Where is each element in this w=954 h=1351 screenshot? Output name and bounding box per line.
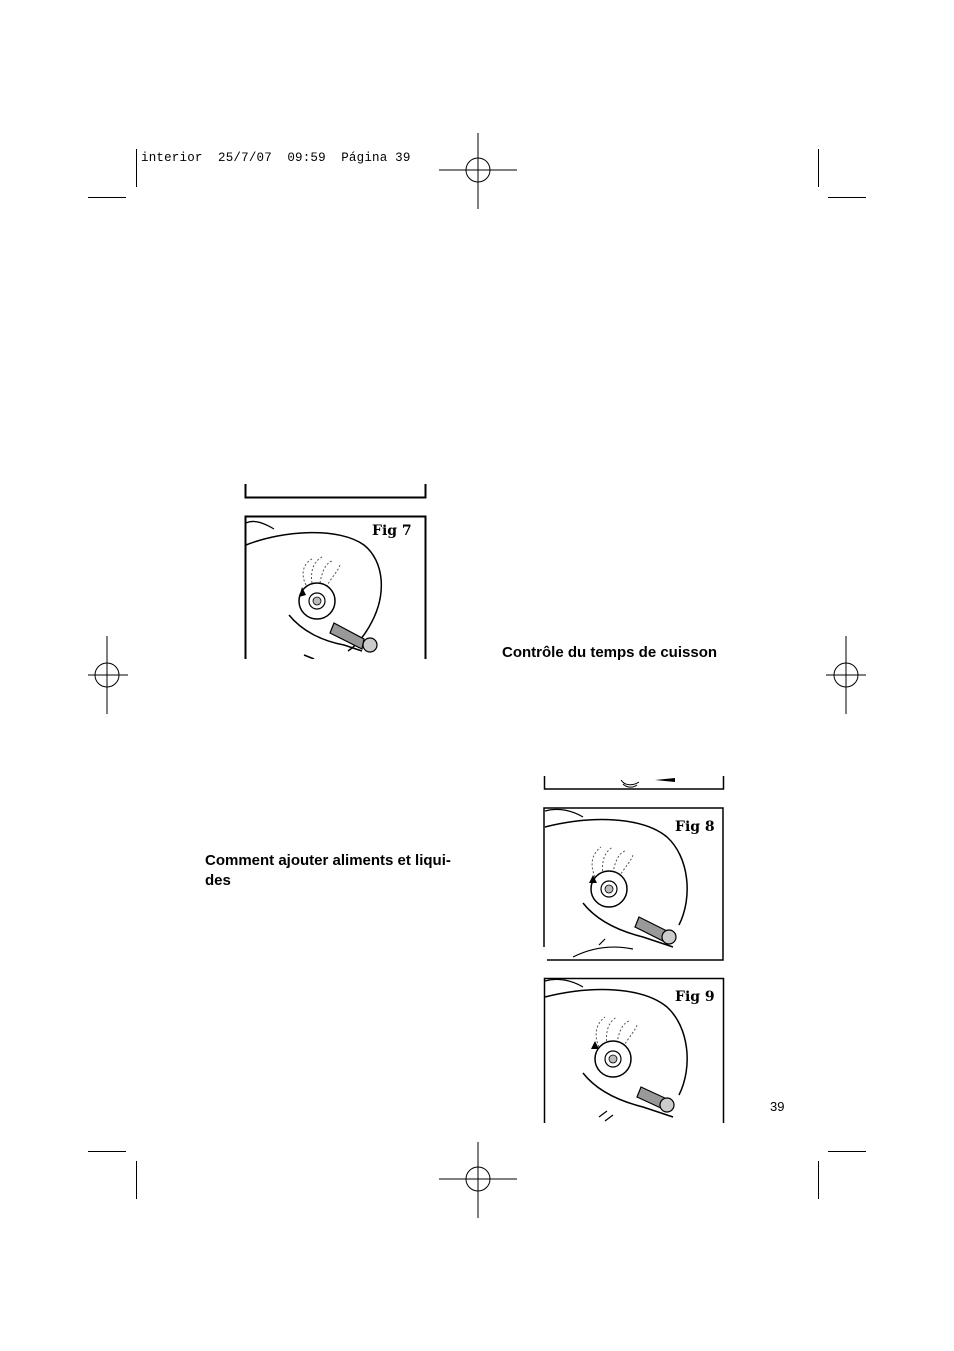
crop-mark <box>136 1161 137 1199</box>
figure-label: Fig 8 <box>675 819 715 835</box>
figure-label: Fig 9 <box>675 989 715 1005</box>
figure-label: Fig 7 <box>372 523 412 539</box>
figure-9 <box>543 977 725 1123</box>
heading-add-food <box>205 851 485 891</box>
crop-mark <box>88 1151 126 1152</box>
figure-7 <box>244 515 428 659</box>
figure-frame-bottom <box>244 484 428 500</box>
registration-mark-icon <box>826 636 866 714</box>
printer-slug: interior 25/7/07 09:59 Página 39 <box>141 151 411 165</box>
heading-cooking-time: Contrôle du temps de cuisson <box>502 644 718 661</box>
registration-mark-icon <box>88 636 128 714</box>
heading-add-food-line-2: des <box>205 872 231 889</box>
crop-mark <box>828 197 866 198</box>
crop-mark <box>818 1161 819 1199</box>
figure-8 <box>543 807 725 963</box>
heading-add-food-line-1: Comment ajouter aliments et liqui- <box>205 852 451 869</box>
crop-mark <box>828 1151 866 1152</box>
crop-mark <box>88 197 126 198</box>
figure-frame-bottom <box>543 776 726 792</box>
registration-mark-icon <box>439 133 517 209</box>
crop-mark <box>136 149 137 187</box>
registration-mark-icon <box>439 1142 517 1218</box>
crop-mark <box>818 149 819 187</box>
page-number: 39 <box>770 1099 785 1114</box>
